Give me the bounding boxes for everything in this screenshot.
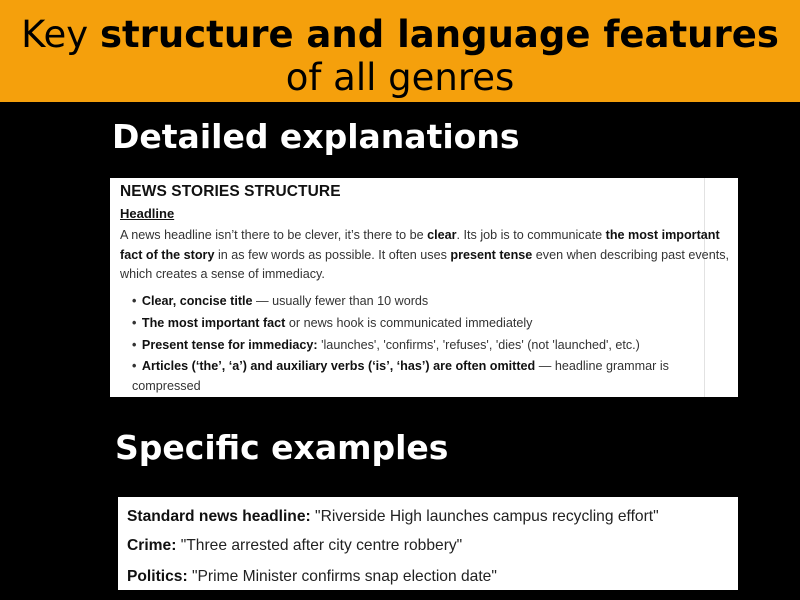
list-item-text: — usually fewer than 10 words <box>252 294 429 308</box>
list-item-bold: The most important fact <box>141 315 286 330</box>
example-row <box>127 536 462 556</box>
bullet-icon: • <box>132 315 137 330</box>
para-bold: present tense <box>450 247 533 262</box>
para-text: even when describing past events, which creates a sense of immediacy. <box>120 247 729 281</box>
para-text: . Its job is to communicate <box>456 228 606 242</box>
example-label: Crime: <box>127 537 177 554</box>
list-item-text: or news hook is communicated immediately <box>285 315 533 330</box>
news-structure-card <box>110 178 738 397</box>
list-item <box>132 292 728 312</box>
bullet-icon: • <box>132 294 137 308</box>
list-item <box>132 314 728 334</box>
list-item-bold: Clear, concise title <box>141 294 253 308</box>
list-item <box>132 336 728 356</box>
banner-title-prefix: Key <box>21 13 100 56</box>
examples-card <box>118 497 738 590</box>
para-text: in as few words as possible. It often uses <box>214 247 451 262</box>
title-banner <box>0 0 800 102</box>
card-paragraph <box>120 226 732 285</box>
example-label: Politics: <box>127 568 188 585</box>
example-text: "Prime Minister confirms snap election date" <box>187 568 497 585</box>
bullet-icon: • <box>132 359 137 374</box>
banner-title-line2: of all genres <box>285 56 515 99</box>
para-bold: clear <box>427 228 457 242</box>
banner-title-bold: structure and language features <box>99 13 779 56</box>
para-text: A news headline isn’t there to be clever, it’s there to be <box>120 228 428 242</box>
card-subheading: Headline <box>120 206 175 221</box>
para-bold: the most important fact of the story <box>120 228 720 262</box>
detailed-explanations-heading: Detailed explanations <box>112 117 520 156</box>
example-row <box>127 507 659 527</box>
banner-title-line1 <box>0 12 800 58</box>
list-item-text: 'launches', 'confirms', 'refuses', 'dies' (not 'launched', etc.) <box>317 337 640 352</box>
example-row <box>127 567 497 587</box>
list-item-bold: Present tense for immediacy: <box>141 337 318 352</box>
list-item <box>132 357 728 396</box>
feature-list <box>132 292 728 399</box>
example-label: Standard news headline: <box>127 508 311 525</box>
list-item-text: — headline grammar is compressed <box>132 359 669 393</box>
list-item-bold: Articles (‘the’, ‘a’) and auxiliary verbs (‘is’, ‘has’) are often omitted <box>141 359 536 374</box>
example-text: "Riverside High launches campus recycling effort" <box>310 508 659 525</box>
card-title: NEWS STORIES STRUCTURE <box>120 183 341 200</box>
example-text: "Three arrested after city centre robbery" <box>176 537 463 554</box>
specific-examples-heading: Specific examples <box>115 428 449 467</box>
bullet-icon: • <box>132 337 137 352</box>
